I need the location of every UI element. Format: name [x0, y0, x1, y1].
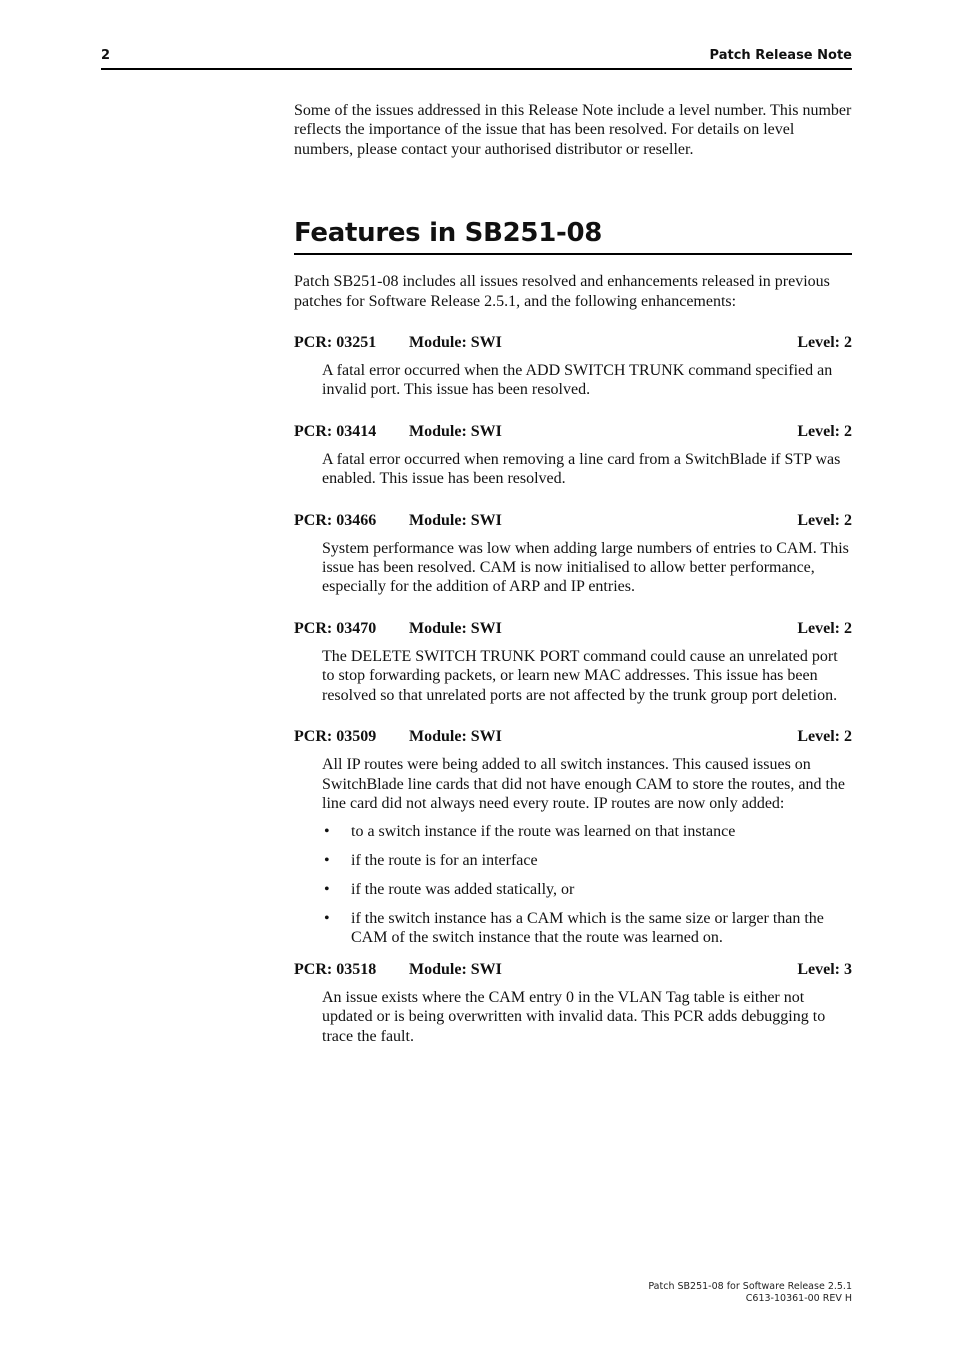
- bullet-icon: •: [324, 881, 330, 899]
- pcr-module: Module: SWI: [409, 728, 502, 746]
- bullet-icon: •: [324, 823, 330, 841]
- list-item: • to a switch instance if the route was learned on that instance: [324, 823, 736, 841]
- pcr-entry-03509: [294, 727, 852, 948]
- page-number: 2: [101, 48, 111, 63]
- pcr-header: [294, 619, 852, 639]
- pcr-header: [294, 333, 852, 353]
- footer-doc-id: C613-10361-00 REV H: [745, 1293, 852, 1304]
- list-item: • if the switch instance has a CAM which is the same size or larger than the CAM of the switch instance that the route was learned on.: [324, 910, 824, 947]
- pcr-description: An issue exists where the CAM entry 0 in the VLAN Tag table is either not updated or is being overwritten with invalid data. This PCR adds debugging to trace the fault.: [322, 988, 826, 1045]
- pcr-header: [294, 511, 852, 531]
- section-intro-paragraph: Patch SB251-08 includes all issues resolved and enhancements released in previous patches for Software Release 2.5.1, and the following enhancements:: [294, 273, 830, 310]
- pcr-module: Module: SWI: [409, 422, 502, 440]
- pcr-module: Module: SWI: [409, 619, 502, 637]
- pcr-level: Level: 2: [797, 728, 852, 746]
- pcr-number: PCR: 03414: [294, 422, 377, 440]
- pcr-description: A fatal error occurred when the ADD SWITCH TRUNK command specified an invalid port. This issue has been resolved.: [322, 362, 833, 399]
- pcr-header: [294, 422, 852, 442]
- intro-paragraph: Some of the issues addressed in this Release Note include a level number. This number reflects the importance of the issue that has been resolved. For details on level numbers, please contact your authorised distributor or reseller.: [294, 102, 852, 158]
- footer-patch-line: Patch SB251-08 for Software Release 2.5.1: [648, 1281, 852, 1292]
- pcr-entry-03518: [294, 960, 852, 1046]
- pcr-level: Level: 2: [797, 511, 852, 529]
- pcr-level: Level: 2: [797, 422, 852, 440]
- pcr-description: The DELETE SWITCH TRUNK PORT command could cause an unrelated port to stop forwarding packets, or learn new MAC addresses. This issue has been resolved so that unrelated ports are not affected by the trunk group port deletion.: [322, 647, 838, 704]
- pcr-number: PCR: 03466: [294, 511, 377, 529]
- bullet-icon: •: [324, 852, 330, 870]
- pcr-description: All IP routes were being added to all switch instances. This caused issues on SwitchBlade line cards that did not have enough CAM to store the routes, and the line card did not always need every route. IP routes are now only added:: [322, 756, 845, 812]
- bullet-icon: •: [324, 910, 330, 928]
- list-item: • if the route is for an interface: [324, 852, 538, 870]
- pcr-description-block: [322, 755, 852, 948]
- pcr-header: [294, 960, 852, 980]
- pcr-description: A fatal error occurred when removing a line card from a SwitchBlade if STP was enabled. This issue has been resolved.: [322, 450, 841, 488]
- pcr-module: Module: SWI: [409, 511, 502, 529]
- pcr-level: Level: 2: [797, 619, 852, 637]
- pcr-number: PCR: 03251: [294, 334, 377, 352]
- page-content: [294, 101, 852, 1046]
- list-item: • if the route was added statically, or: [324, 881, 575, 899]
- pcr-level: Level: 2: [797, 334, 852, 352]
- pcr-header: [294, 727, 852, 747]
- pcr-level: Level: 3: [797, 960, 852, 978]
- pcr-module: Module: SWI: [409, 334, 502, 352]
- document-title: Patch Release Note: [709, 48, 852, 63]
- pcr-module: Module: SWI: [409, 960, 502, 978]
- pcr-description: System performance was low when adding large numbers of entries to CAM. This issue has been resolved. CAM is now initialised to allow better performance, especially for the addition of ARP and IP entries.: [322, 539, 849, 596]
- section-heading: Features in SB251-08: [294, 216, 852, 255]
- pcr-number: PCR: 03470: [294, 619, 377, 637]
- pcr-list: [294, 333, 852, 1046]
- pcr-entry-03414: [294, 422, 852, 489]
- pcr-entry-03251: [294, 333, 852, 400]
- pcr-entry-03470: [294, 619, 852, 705]
- bullet-list: [322, 822, 852, 948]
- pcr-number: PCR: 03509: [294, 728, 377, 746]
- page-header: [101, 48, 852, 70]
- pcr-entry-03466: [294, 511, 852, 597]
- page-footer: [648, 1281, 852, 1305]
- pcr-number: PCR: 03518: [294, 960, 377, 978]
